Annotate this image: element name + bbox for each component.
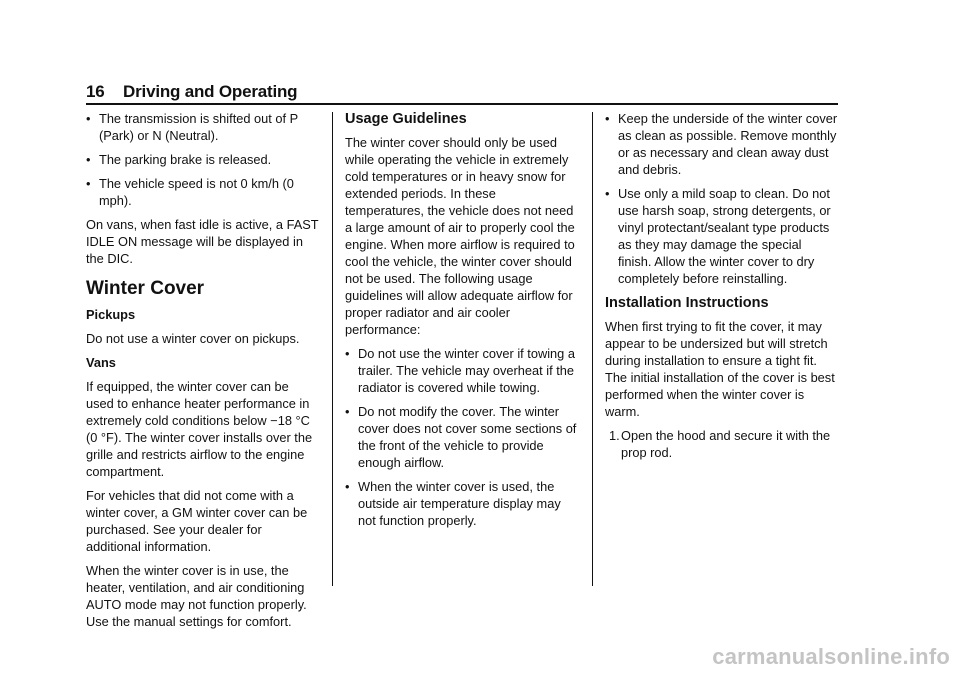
bullet-text: Do not modify the cover. The winter cover does not cover some sections of the front of the vehicle to provide enough airflow. bbox=[358, 404, 577, 470]
bullet-icon: • bbox=[86, 152, 91, 167]
step-text: Open the hood and secure it with the prop rod. bbox=[621, 428, 831, 460]
pickups-text: Do not use a winter cover on pickups. bbox=[86, 331, 300, 346]
winter-cover-heading: Winter Cover bbox=[86, 278, 205, 299]
column-divider-2 bbox=[592, 112, 593, 586]
column-middle bbox=[345, 110, 577, 536]
bullet-text: Keep the underside of the winter cover as clean as possible. Remove monthly or as necessary and clean away dust and debris. bbox=[618, 111, 838, 177]
header-rule bbox=[86, 103, 838, 105]
bullet-item bbox=[86, 110, 320, 144]
bullet-item bbox=[345, 403, 577, 471]
usage-guidelines-heading: Usage Guidelines bbox=[345, 111, 467, 127]
step-number: 1. bbox=[609, 428, 620, 443]
page-header bbox=[86, 82, 838, 102]
pickups-heading: Pickups bbox=[86, 307, 136, 322]
bullet-icon: • bbox=[345, 404, 350, 419]
bullet-icon: • bbox=[605, 186, 610, 201]
column-divider-1 bbox=[332, 112, 333, 586]
bullet-text: The parking brake is released. bbox=[99, 152, 272, 167]
bullet-text: The transmission is shifted out of P (Park) or N (Neutral). bbox=[99, 111, 298, 143]
paragraph: If equipped, the winter cover can be used to enhance heater performance in extremely cold conditions below −18 °C (0 °F). The winter cover installs over the grille and restricts airflow to the engine compartment. bbox=[86, 379, 313, 479]
bullet-item bbox=[605, 110, 838, 178]
page-number: 16 bbox=[86, 82, 105, 101]
bullet-text: The vehicle speed is not 0 km/h (0 mph). bbox=[99, 176, 294, 208]
paragraph: For vehicles that did not come with a winter cover, a GM winter cover can be purchased. See your dealer for additional information. bbox=[86, 488, 308, 554]
bullet-text: Do not use the winter cover if towing a trailer. The vehicle may overheat if the radiator is covered while towing. bbox=[358, 346, 575, 395]
bullet-icon: • bbox=[345, 346, 350, 361]
paragraph: When the winter cover is in use, the heater, ventilation, and air conditioning AUTO mode may not function properly. Use the manual settings for comfort. bbox=[86, 563, 307, 629]
bullet-item bbox=[345, 345, 577, 396]
bullet-icon: • bbox=[86, 111, 91, 126]
usage-intro: The winter cover should only be used while operating the vehicle in extremely cold temperatures or in heavy snow for extended periods. In these temperatures, the vehicle does not need a large amount of air to properly cool the engine. When more airflow is required to cool the vehicle, the winter cover should not be used. The following usage guidelines will allow adequate airflow for proper radiator and air cooler performance: bbox=[345, 135, 575, 337]
section-title: Driving and Operating bbox=[123, 82, 298, 101]
bullet-item bbox=[605, 185, 838, 287]
vans-fast-idle-note: On vans, when fast idle is active, a FAST IDLE ON message will be displayed in the DIC. bbox=[86, 217, 319, 266]
bullet-text: Use only a mild soap to clean. Do not use harsh soap, strong detergents, or vinyl protectant/sealant type products as they may damage the special finish. Allow the winter cover to dry completely before reinstalling. bbox=[618, 186, 831, 286]
bullet-icon: • bbox=[345, 479, 350, 494]
bullet-icon: • bbox=[86, 176, 91, 191]
column-left bbox=[86, 110, 320, 637]
installation-intro: When first trying to fit the cover, it may appear to be undersized but will stretch during installation to ensure a tight fit. The initial installation of the cover is best performed when the winter cover is warm. bbox=[605, 319, 835, 419]
bullet-icon: • bbox=[605, 111, 610, 126]
column-right bbox=[605, 110, 838, 468]
bullet-item bbox=[345, 478, 577, 529]
installation-heading: Installation Instructions bbox=[605, 295, 769, 311]
bullet-text: When the winter cover is used, the outside air temperature display may not function properly. bbox=[358, 479, 561, 528]
bullet-item bbox=[86, 175, 320, 209]
bullet-item bbox=[86, 151, 320, 168]
step-item bbox=[605, 427, 838, 461]
watermark: carmanualsonline.info bbox=[712, 644, 950, 669]
vans-heading: Vans bbox=[86, 355, 116, 370]
